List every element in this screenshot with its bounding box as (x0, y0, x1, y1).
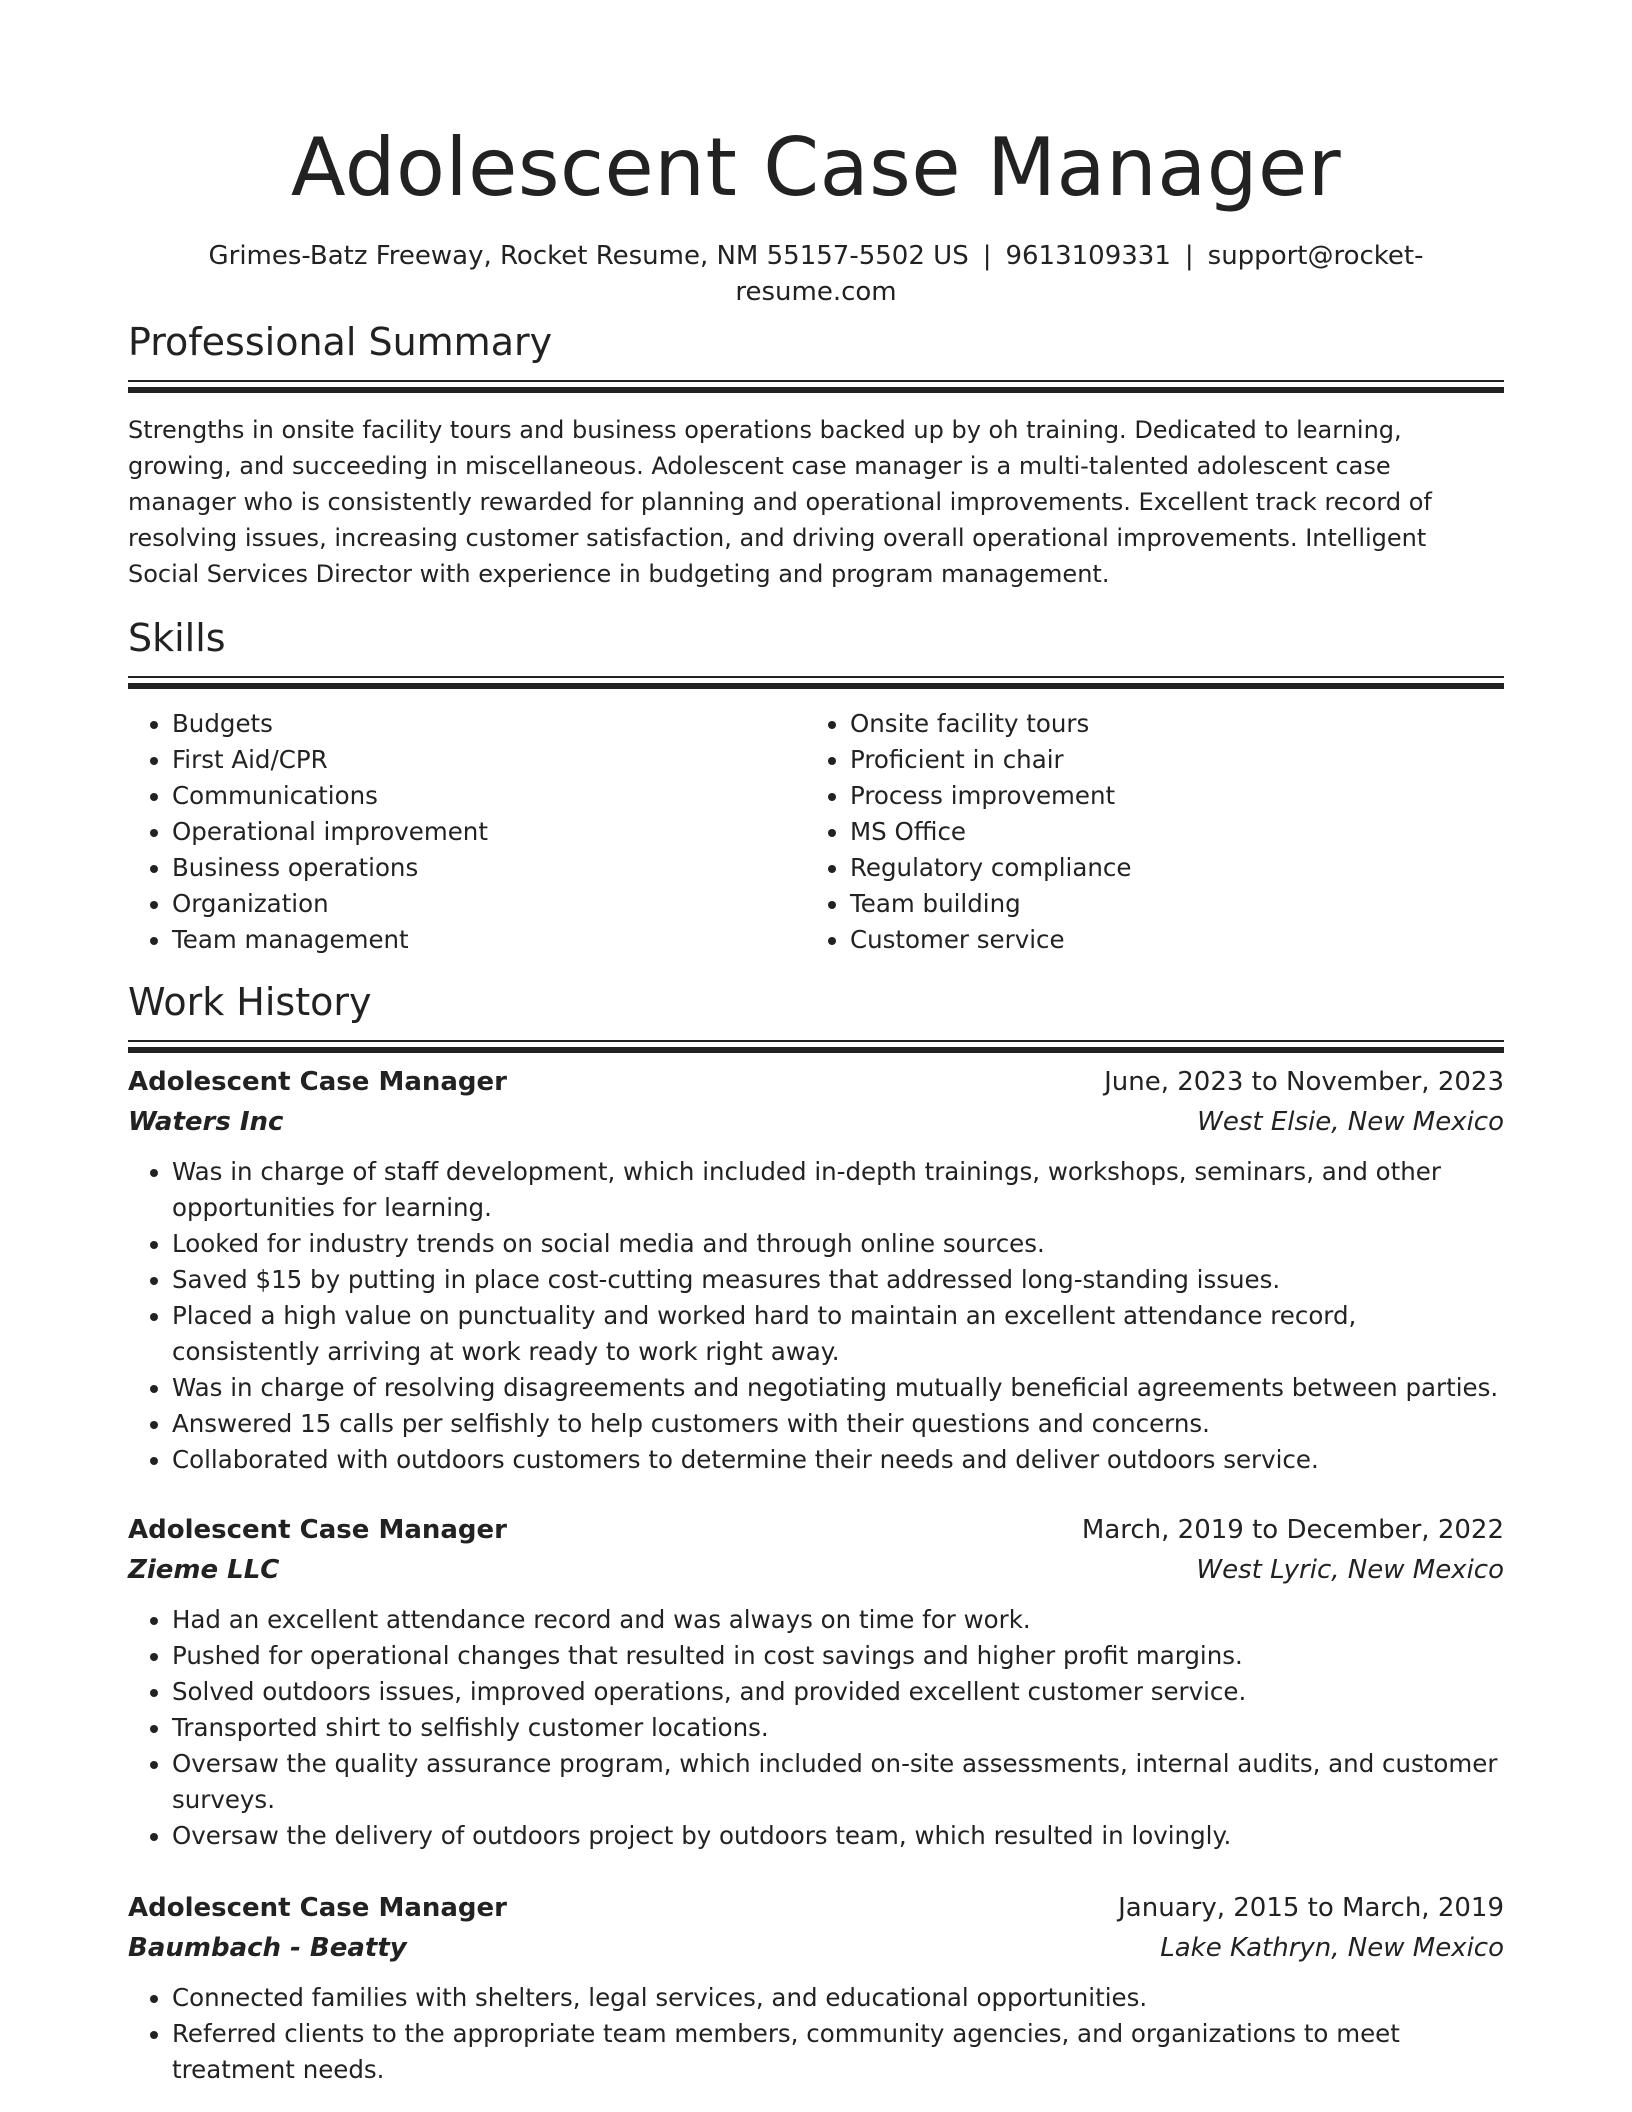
contact-email: support@rocket-resume.com (735, 241, 1424, 307)
job-bullet: • Looked for industry trends on social media and through online sources. (172, 1226, 1504, 1262)
skill-item: • First Aid/CPR (172, 742, 806, 778)
section-professional-summary (128, 318, 1504, 592)
job-company: Waters Inc (128, 1107, 284, 1137)
job-bullet: • Pushed for operational changes that resulted in cost savings and higher profit margins. (172, 1638, 1504, 1674)
section-skills (128, 614, 1504, 958)
summary-text: Strengths in onsite facility tours and business operations backed up by oh training. Dedicated to learning, growing, and succeeding in miscellaneous. Adolescent case manager is a multi-talented adolescent case manager who is consistently rewarded for planning and operational improvements. Excellent track record of resolving issues, increasing customer satisfaction, and driving overall operational improvements. Intelligent Social Services Director with experience in budgeting and program management. (128, 416, 1432, 588)
skill-item: • Budgets (172, 706, 806, 742)
contact-separator: | (1184, 241, 1194, 271)
section-heading-work-history: Work History (128, 980, 372, 1024)
job-entry (128, 1510, 1504, 1854)
contact-separator: | (982, 241, 992, 271)
job-bullet: • Saved $15 by putting in place cost-cutting measures that addressed long-standing issues. (172, 1262, 1504, 1298)
section-work-history (128, 978, 1504, 1054)
section-heading-skills: Skills (128, 616, 226, 660)
job-bullets (128, 1980, 1504, 2088)
job-bullet: • Oversaw the quality assurance program, which included on-site assessments, internal audits, and customer surveys. (172, 1746, 1504, 1818)
section-rule (128, 380, 1504, 394)
skills-list-right (806, 706, 1484, 958)
job-bullet: • Collaborated with outdoors customers to determine their needs and deliver outdoors service. (172, 1442, 1504, 1478)
job-bullet: • Oversaw the delivery of outdoors project by outdoors team, which resulted in lovingly. (172, 1818, 1504, 1854)
job-dates: June, 2023 to November, 2023 (1104, 1067, 1504, 1097)
skill-item: • Process improvement (850, 778, 1484, 814)
job-location: West Lyric, New Mexico (1196, 1555, 1504, 1585)
contact-address: Grimes-Batz Freeway, Rocket Resume, NM 55157-5502 US (208, 241, 969, 271)
section-rule (128, 1040, 1504, 1054)
resume-name-title: Adolescent Case Manager (290, 121, 1342, 214)
job-bullet: • Transported shirt to selfishly customer locations. (172, 1710, 1504, 1746)
skill-item: • Business operations (172, 850, 806, 886)
job-bullets (128, 1602, 1504, 1854)
skill-item: • Communications (172, 778, 806, 814)
skill-item: • Team management (172, 922, 806, 958)
skill-item: • Team building (850, 886, 1484, 922)
job-company: Baumbach - Beatty (128, 1933, 407, 1963)
job-bullet: • Answered 15 calls per selfishly to help customers with their questions and concerns. (172, 1406, 1504, 1442)
skills-columns (128, 706, 1504, 958)
skill-item: • Regulatory compliance (850, 850, 1484, 886)
job-title: Adolescent Case Manager (128, 1515, 507, 1545)
contact-line (128, 238, 1504, 310)
job-entry (128, 1062, 1504, 1478)
job-bullet: • Had an excellent attendance record and was always on time for work. (172, 1602, 1504, 1638)
job-bullet: • Was in charge of staff development, which included in-depth trainings, workshops, seminars, and other opportunities for learning. (172, 1154, 1504, 1226)
job-bullet: • Connected families with shelters, legal services, and educational opportunities. (172, 1980, 1504, 2016)
skill-item: • Onsite facility tours (850, 706, 1484, 742)
job-entry (128, 1888, 1504, 2088)
job-bullets (128, 1154, 1504, 1478)
job-bullet: • Solved outdoors issues, improved operations, and provided excellent customer service. (172, 1674, 1504, 1710)
job-title: Adolescent Case Manager (128, 1893, 507, 1923)
skill-item: • Proficient in chair (850, 742, 1484, 778)
job-company: Zieme LLC (128, 1555, 280, 1585)
contact-phone: 9613109331 (1005, 241, 1171, 271)
skills-list-left (128, 706, 806, 958)
skill-item: • Organization (172, 886, 806, 922)
skill-item: • Operational improvement (172, 814, 806, 850)
skill-item: • MS Office (850, 814, 1484, 850)
job-dates: January, 2015 to March, 2019 (1118, 1893, 1504, 1923)
job-title: Adolescent Case Manager (128, 1067, 507, 1097)
job-bullet: • Placed a high value on punctuality and worked hard to maintain an excellent attendance record, consistently arriving at work ready to work right away. (172, 1298, 1504, 1370)
job-dates: March, 2019 to December, 2022 (1081, 1515, 1504, 1545)
job-location: Lake Kathryn, New Mexico (1160, 1933, 1504, 1963)
section-heading-summary: Professional Summary (128, 320, 553, 364)
job-bullet: • Referred clients to the appropriate team members, community agencies, and organizations to meet treatment needs. (172, 2016, 1504, 2088)
job-location: West Elsie, New Mexico (1197, 1107, 1504, 1137)
section-rule (128, 676, 1504, 690)
skill-item: • Customer service (850, 922, 1484, 958)
job-bullet: • Was in charge of resolving disagreements and negotiating mutually beneficial agreements between parties. (172, 1370, 1504, 1406)
